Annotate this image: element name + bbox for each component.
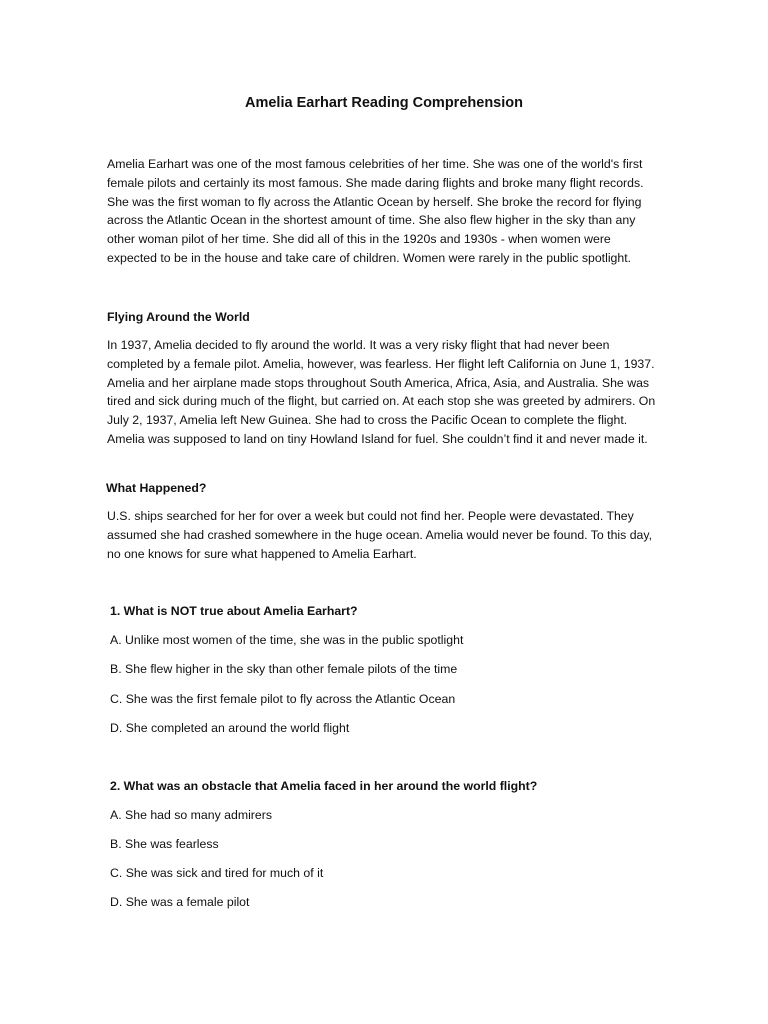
question-2-option-b: B. She was fearless bbox=[110, 837, 219, 851]
question-2-option-d: D. She was a female pilot bbox=[110, 895, 250, 909]
question-1-option-d: D. She completed an around the world flight bbox=[110, 721, 350, 735]
question-2: 2. What was an obstacle that Amelia faced in her around the world flight? bbox=[110, 779, 538, 793]
question-2-option-a: A. She had so many admirers bbox=[110, 808, 272, 822]
question-1-option-a: A. Unlike most women of the time, she was in the public spotlight bbox=[110, 633, 464, 647]
question-1-option-c: C. She was the first female pilot to fly across the Atlantic Ocean bbox=[110, 692, 456, 706]
question-1-option-b: B. She flew higher in the sky than other female pilots of the time bbox=[110, 662, 458, 676]
section-body-what-happened: U.S. ships searched for her for over a week but could not find her. People were devastated. They assumed she had crashed somewhere in the huge ocean. Amelia would never be found. To this day, no one knows for sure what happened to Amelia Earhart. bbox=[107, 509, 653, 561]
question-1: 1. What is NOT true about Amelia Earhart? bbox=[110, 604, 358, 618]
question-2-option-c: C. She was sick and tired for much of it bbox=[110, 866, 324, 880]
intro-paragraph: Amelia Earhart was one of the most famous celebrities of her time. She was one of the world's first female pilots and certainly its most famous. She made daring flights and broke many flight records. She was the first woman to fly across the Atlantic Ocean by herself. She broke the record for flying across the Atlantic Ocean in the shortest amount of time. She also flew higher in the sky than any other woman pilot of her time. She did all of this in the 1920s and 1930s - when women were expected to be in the house and take care of children. Women were rarely in the public spotlight. bbox=[107, 157, 644, 265]
section-body-flying-around-the-world: In 1937, Amelia decided to fly around the world. It was a very risky flight that had never been completed by a female pilot. Amelia, however, was fearless. Her flight left California on June 1, 1937. Amelia and her airplane made stops throughout South America, Africa, Asia, and Australia. She was tired and sick during much of the flight, but carried on. At each stop she was greeted by admirers. On July 2, 1937, Amelia left New Guinea. She had to cross the Pacific Ocean to complete the flight. Amelia was supposed to land on tiny Howland Island for fuel. She couldn’t find it and never made it. bbox=[107, 338, 656, 446]
section-heading-flying-around-the-world: Flying Around the World bbox=[107, 310, 250, 324]
section-heading-what-happened: What Happened? bbox=[106, 481, 207, 495]
page-title: Amelia Earhart Reading Comprehension bbox=[245, 95, 523, 111]
